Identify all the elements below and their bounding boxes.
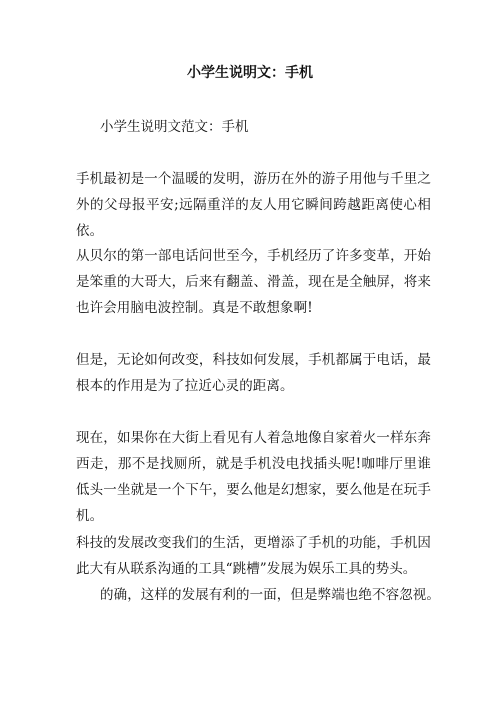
paragraph-2: 从贝尔的第一部电话问世至今，手机经历了许多变革，开始是笨重的大哥大，后来有翻盖、滑盖，现在是全触屏，将来也许会用脑电波控制。真是不敢想象啊!: [76, 248, 431, 316]
paragraph-3: 但是，无论如何改变，科技如何发展，手机都属于电话，最根本的作用是为了拉近心灵的距离。: [76, 352, 431, 394]
paragraph-6: 的确，这样的发展有利的一面，但是弊端也绝不容忽视。: [100, 587, 440, 603]
paragraph-5: 科技的发展改变我们的生活，更增添了手机的功能，手机因此大有从联系沟通的工具“跳槽”发展为娱乐工具的势头。: [76, 535, 431, 577]
paragraph-1: 手机最初是一个温暖的发明，游历在外的游子用他与千里之外的父母报平安;远隔重洋的友人用它瞬间跨越距离使心相依。: [76, 171, 431, 239]
document-subtitle: 小学生说明文范文：手机: [100, 119, 249, 135]
paragraph-4: 现在，如果你在大街上看见有人着急地像自家着火一样东奔西走，那不是找厕所，就是手机没电找插头呢!咖啡厅里谁低头一坐就是一个下午，要么他是幻想家，要么他是在玩手机。: [76, 430, 431, 524]
page-title: 小学生说明文：手机: [187, 65, 313, 81]
